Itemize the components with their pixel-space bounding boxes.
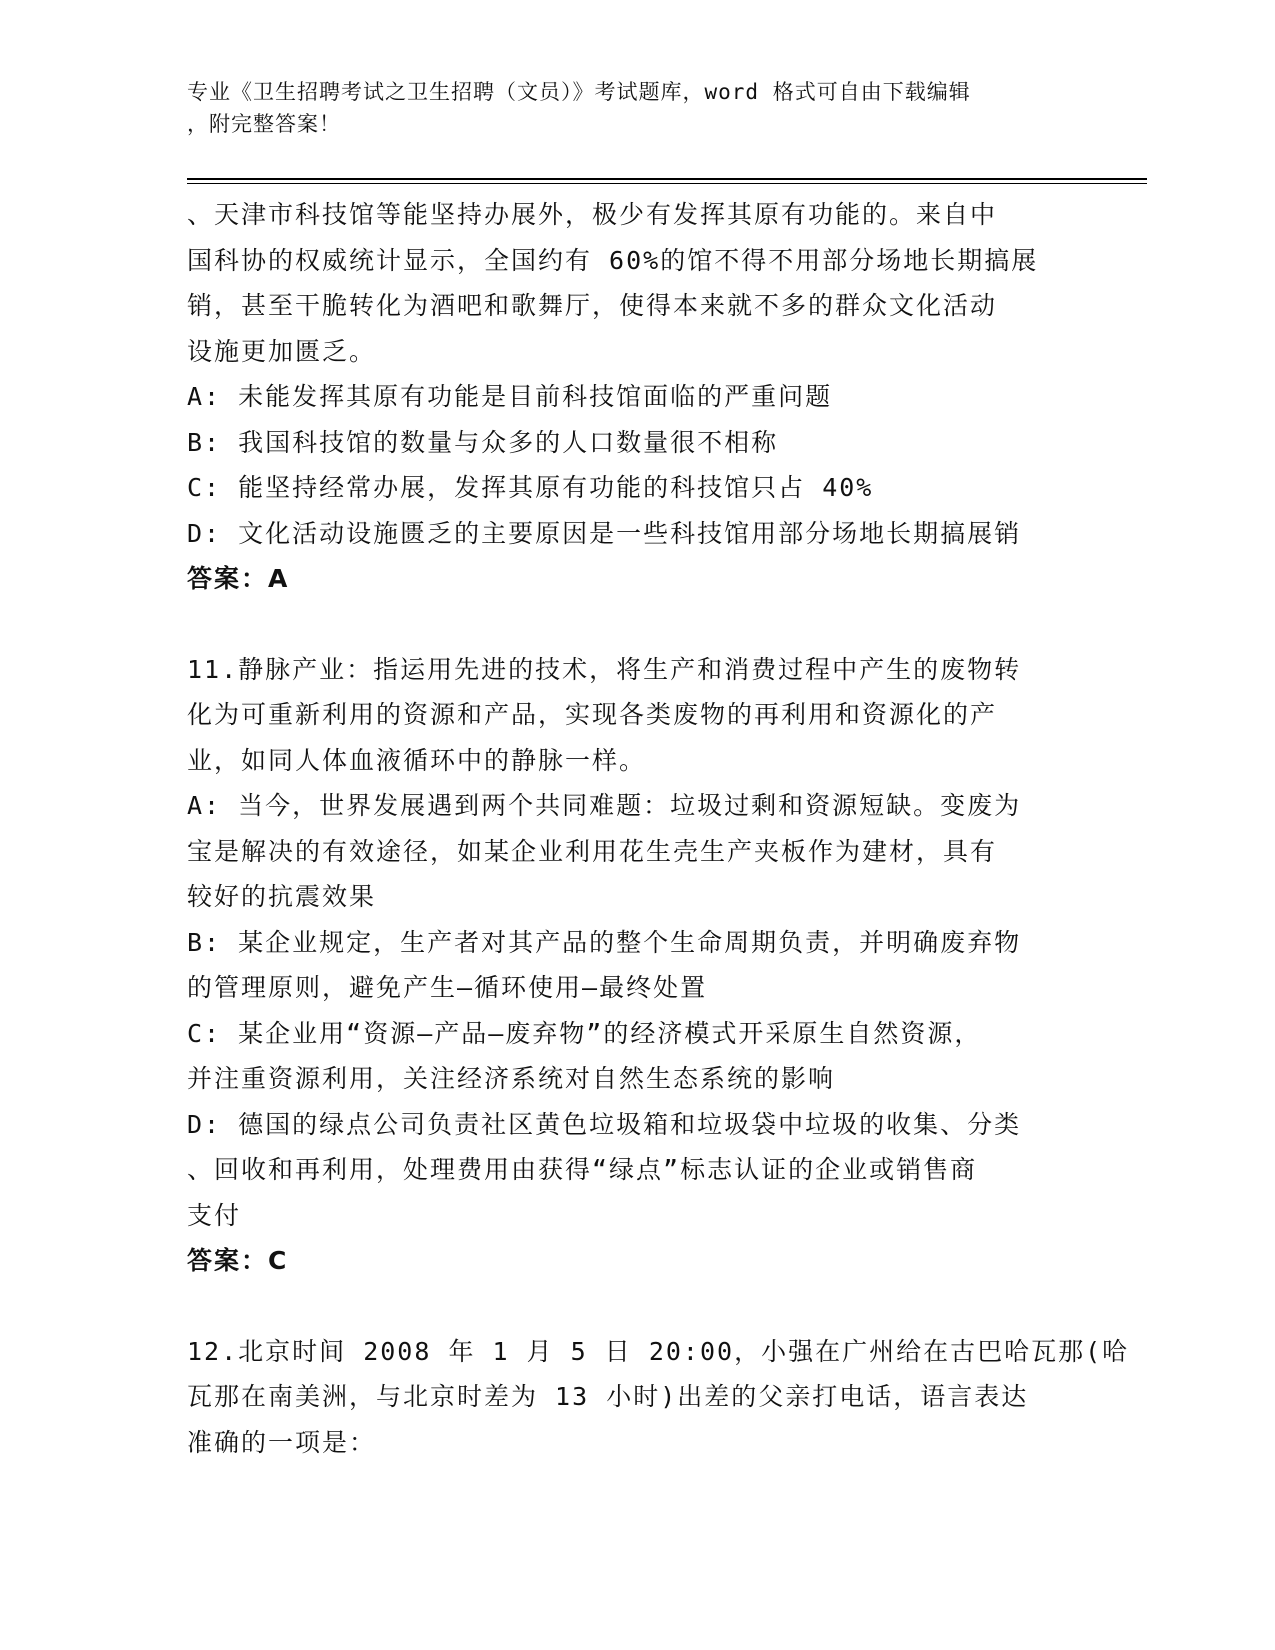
- header-line-1: 专业《卫生招聘考试之卫生招聘（文员）》考试题库，word 格式可自由下载编辑: [187, 80, 971, 104]
- option-d: D: 德国的绿点公司负责社区黄色垃圾箱和垃圾袋中垃圾的收集、分类: [187, 1109, 1022, 1139]
- header-rule-thick: [187, 178, 1147, 180]
- question-gap: [187, 1284, 1087, 1329]
- option-d-continued: 、回收和再利用，处理费用由获得“绿点”标志认证的企业或销售商: [187, 1155, 978, 1184]
- question-stem-line: 、天津市科技馆等能坚持办展外，极少有发挥其原有功能的。来自中: [187, 200, 998, 229]
- question-stem-line: 业，如同人体血液循环中的静脉一样。: [187, 745, 647, 775]
- question-stem-line: 12.北京时间 2008 年 1 月 5 日 20:00，小强在广州给在古巴哈瓦那(哈: [187, 1336, 1130, 1366]
- header-line-2: ，附完整答案！: [187, 112, 341, 136]
- header-rule-thin: [187, 183, 1147, 184]
- option-a-continued: 较好的抗震效果: [187, 882, 377, 911]
- option-a: A: 未能发挥其原有功能是目前科技馆面临的严重问题: [187, 382, 833, 411]
- question-stem-line: 销，甚至干脆转化为酒吧和歌舞厅，使得本来就不多的群众文化活动: [187, 291, 998, 320]
- option-b: B: 某企业规定，生产者对其产品的整个生命周期负责，并明确废弃物: [187, 927, 1022, 957]
- option-c: C: 能坚持经常办展，发挥其原有功能的科技馆只占 40%: [187, 473, 874, 502]
- option-d: D: 文化活动设施匮乏的主要原因是一些科技馆用部分场地长期搞展销: [187, 518, 1022, 548]
- question-10: [187, 192, 1087, 602]
- option-c-continued: 并注重资源利用，关注经济系统对自然生态系统的影响: [187, 1064, 836, 1093]
- document-header: [187, 76, 1067, 140]
- question-stem-line: 国科协的权威统计显示，全国约有 60%的馆不得不用部分场地长期搞展: [187, 245, 1039, 275]
- question-stem-line: 瓦那在南美洲，与北京时差为 13 小时)出差的父亲打电话，语言表达: [187, 1382, 1029, 1411]
- answer-label: 答案：A: [187, 564, 290, 593]
- question-12: [187, 1329, 1130, 1466]
- option-d-continued: 支付: [187, 1200, 242, 1230]
- answer-label: 答案：C: [187, 1246, 289, 1275]
- document-body: [187, 192, 1130, 1465]
- option-b-continued: 的管理原则，避免产生—循环使用—最终处置: [187, 973, 708, 1002]
- option-a-continued: 宝是解决的有效途径，如某企业利用花生壳生产夹板作为建材，具有: [187, 836, 998, 866]
- question-stem-line: 准确的一项是：: [187, 1427, 377, 1457]
- question-11: [187, 647, 1087, 1284]
- option-c: C: 某企业用“资源—产品—废弃物”的经济模式开采原生自然资源，: [187, 1018, 982, 1048]
- question-stem-line: 设施更加匮乏。: [187, 336, 377, 366]
- option-a: A: 当今，世界发展遇到两个共同难题：垃圾过剩和资源短缺。变废为: [187, 791, 1022, 820]
- question-stem-line: 化为可重新利用的资源和产品，实现各类废物的再利用和资源化的产: [187, 700, 998, 729]
- option-b: B: 我国科技馆的数量与众多的人口数量很不相称: [187, 427, 779, 457]
- question-stem-line: 11.静脉产业：指运用先进的技术，将生产和消费过程中产生的废物转: [187, 654, 1022, 684]
- question-gap: [187, 602, 1087, 647]
